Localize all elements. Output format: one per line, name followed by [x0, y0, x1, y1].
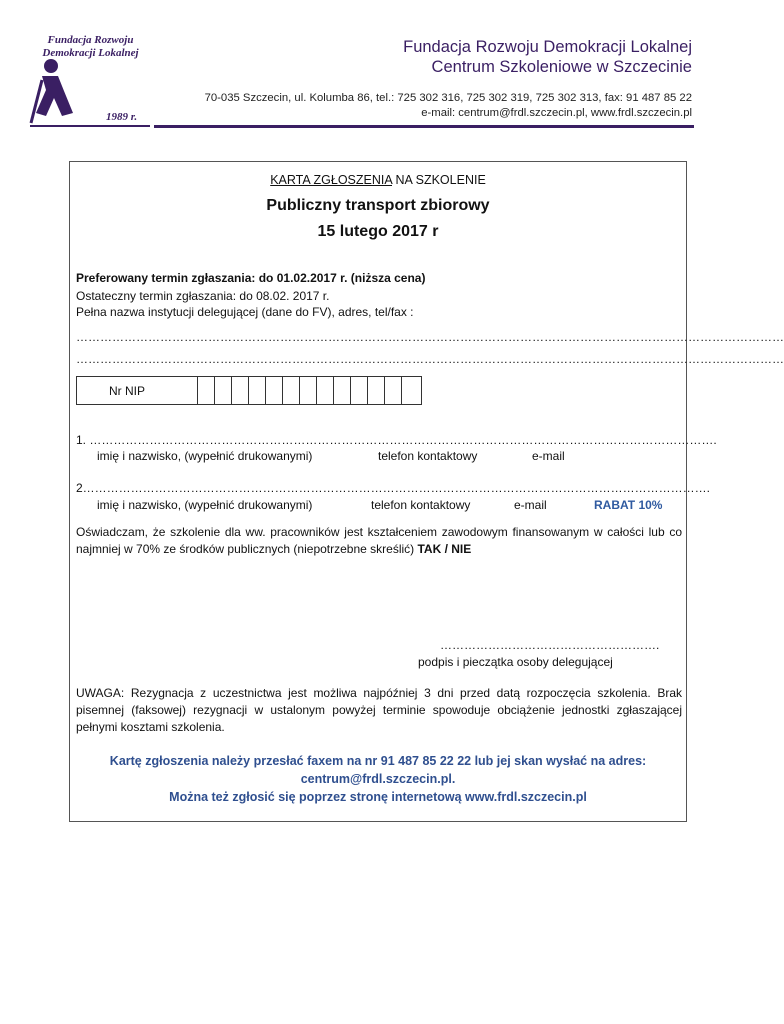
form-heading-rest: NA SZKOLENIE [392, 173, 486, 187]
discount-badge: RABAT 10% [594, 498, 663, 512]
nip-digit-cell[interactable] [384, 376, 401, 405]
institution-label: Pełna nazwa instytucji delegującej (dane do FV), adres, tel/fax : [76, 305, 414, 319]
declaration-choice[interactable]: TAK / NIE [417, 542, 472, 556]
nip-digit-cell[interactable] [299, 376, 316, 405]
participant2-name-hint: imię i nazwisko, (wypełnić drukowanymi) [97, 498, 313, 512]
participant2-phone-hint: telefon kontaktowy [371, 498, 471, 512]
logo-text-line1: Fundacja Rozwoju [47, 34, 134, 46]
nip-digit-cell[interactable] [282, 376, 299, 405]
footer-fax-instruction: Kartę zgłoszenia należy przesłać faxem na nr 91 487 85 22 22 lub jej skan wysłać na adres: [109, 754, 647, 768]
form-heading [70, 173, 686, 188]
preferred-deadline: Preferowany termin zgłaszania: do 01.02.2017 r. (niższa cena) [76, 271, 426, 285]
declaration-text [76, 524, 682, 558]
participant2-email-hint: e-mail [514, 498, 547, 512]
nip-field[interactable] [76, 376, 422, 405]
participant1-name-hint: imię i nazwisko, (wypełnić drukowanymi) [97, 449, 313, 463]
nip-digit-cell[interactable] [214, 376, 231, 405]
participant1-field[interactable]: 1. …………………………………………………………………………………………………………………………………………. [76, 433, 717, 447]
course-title: Publiczny transport zbiorowy [266, 197, 490, 214]
course-date: 15 lutego 2017 r [317, 223, 439, 240]
signature-label: podpis i pieczątka osoby delegującej [418, 655, 613, 669]
header-address: 70-035 Szczecin, ul. Kolumba 86, tel.: 725 302 316, 725 302 319, 725 302 313, fax: 91 487 85 22 [204, 92, 692, 104]
nip-digit-cell[interactable] [333, 376, 350, 405]
logo-underline [30, 125, 150, 127]
header-email-web: e-mail: centrum@frdl.szczecin.pl, www.frdl.szczecin.pl [421, 107, 692, 119]
nip-digit-cell[interactable] [265, 376, 282, 405]
header-title-center: Centrum Szkoleniowe w Szczecinie [431, 58, 692, 76]
nip-label: Nr NIP [109, 384, 145, 398]
nip-digit-cell[interactable] [197, 376, 214, 405]
footer-website[interactable]: Można też zgłosić się poprzez stronę internetową www.frdl.szczecin.pl [169, 790, 587, 804]
cancellation-notice: UWAGA: Rezygnacja z uczestnictwa jest możliwa najpóźniej 3 dni przed datą rozpoczęcia szkolenia. Brak pisemnej (faksowej) rezygnacji w ustalonym powyżej terminie spowoduje obciążenie jednostki zgłaszającej pełnymi kosztami szkolenia. [76, 686, 682, 734]
participant1-email-hint: e-mail [532, 449, 565, 463]
institution-field-line1[interactable]: …………………………………………………………………………………………………………………………………………………………… [76, 330, 784, 344]
participant2-field[interactable]: 2…………………………………………………………………………………………………………………………………………. [76, 481, 711, 495]
institution-field-line2[interactable]: …………………………………………………………………………………………………………………………………………………………… [76, 352, 784, 366]
registration-form [69, 161, 784, 822]
nip-digit-cell[interactable] [401, 376, 418, 405]
form-heading-underlined: KARTA ZGŁOSZENIA [270, 173, 392, 187]
signature-field[interactable]: ………………………………………………. [440, 638, 660, 652]
header-divider [154, 125, 694, 128]
final-deadline: Ostateczny termin zgłaszania: do 08.02. 2017 r. [76, 289, 330, 303]
header-title-foundation: Fundacja Rozwoju Demokracji Lokalnej [403, 38, 692, 56]
nip-digit-cell[interactable] [248, 376, 265, 405]
nip-digit-cell[interactable] [231, 376, 248, 405]
logo-text-line2: Demokracji Lokalnej [42, 47, 139, 59]
logo-year: 1989 r. [106, 111, 138, 123]
organization-logo [28, 30, 153, 130]
nip-digit-cell[interactable] [350, 376, 367, 405]
footer-email[interactable]: centrum@frdl.szczecin.pl. [300, 772, 456, 786]
declaration-body: Oświadczam, że szkolenie dla ww. pracowników jest kształceniem zawodowym finansowanym w całości lub co najmniej w 70% ze środków publicznych (niepotrzebne skreślić) [76, 525, 682, 556]
running-person-icon [28, 58, 88, 126]
nip-digit-cell[interactable] [316, 376, 333, 405]
participant1-phone-hint: telefon kontaktowy [378, 449, 478, 463]
nip-digit-cell[interactable] [367, 376, 384, 405]
